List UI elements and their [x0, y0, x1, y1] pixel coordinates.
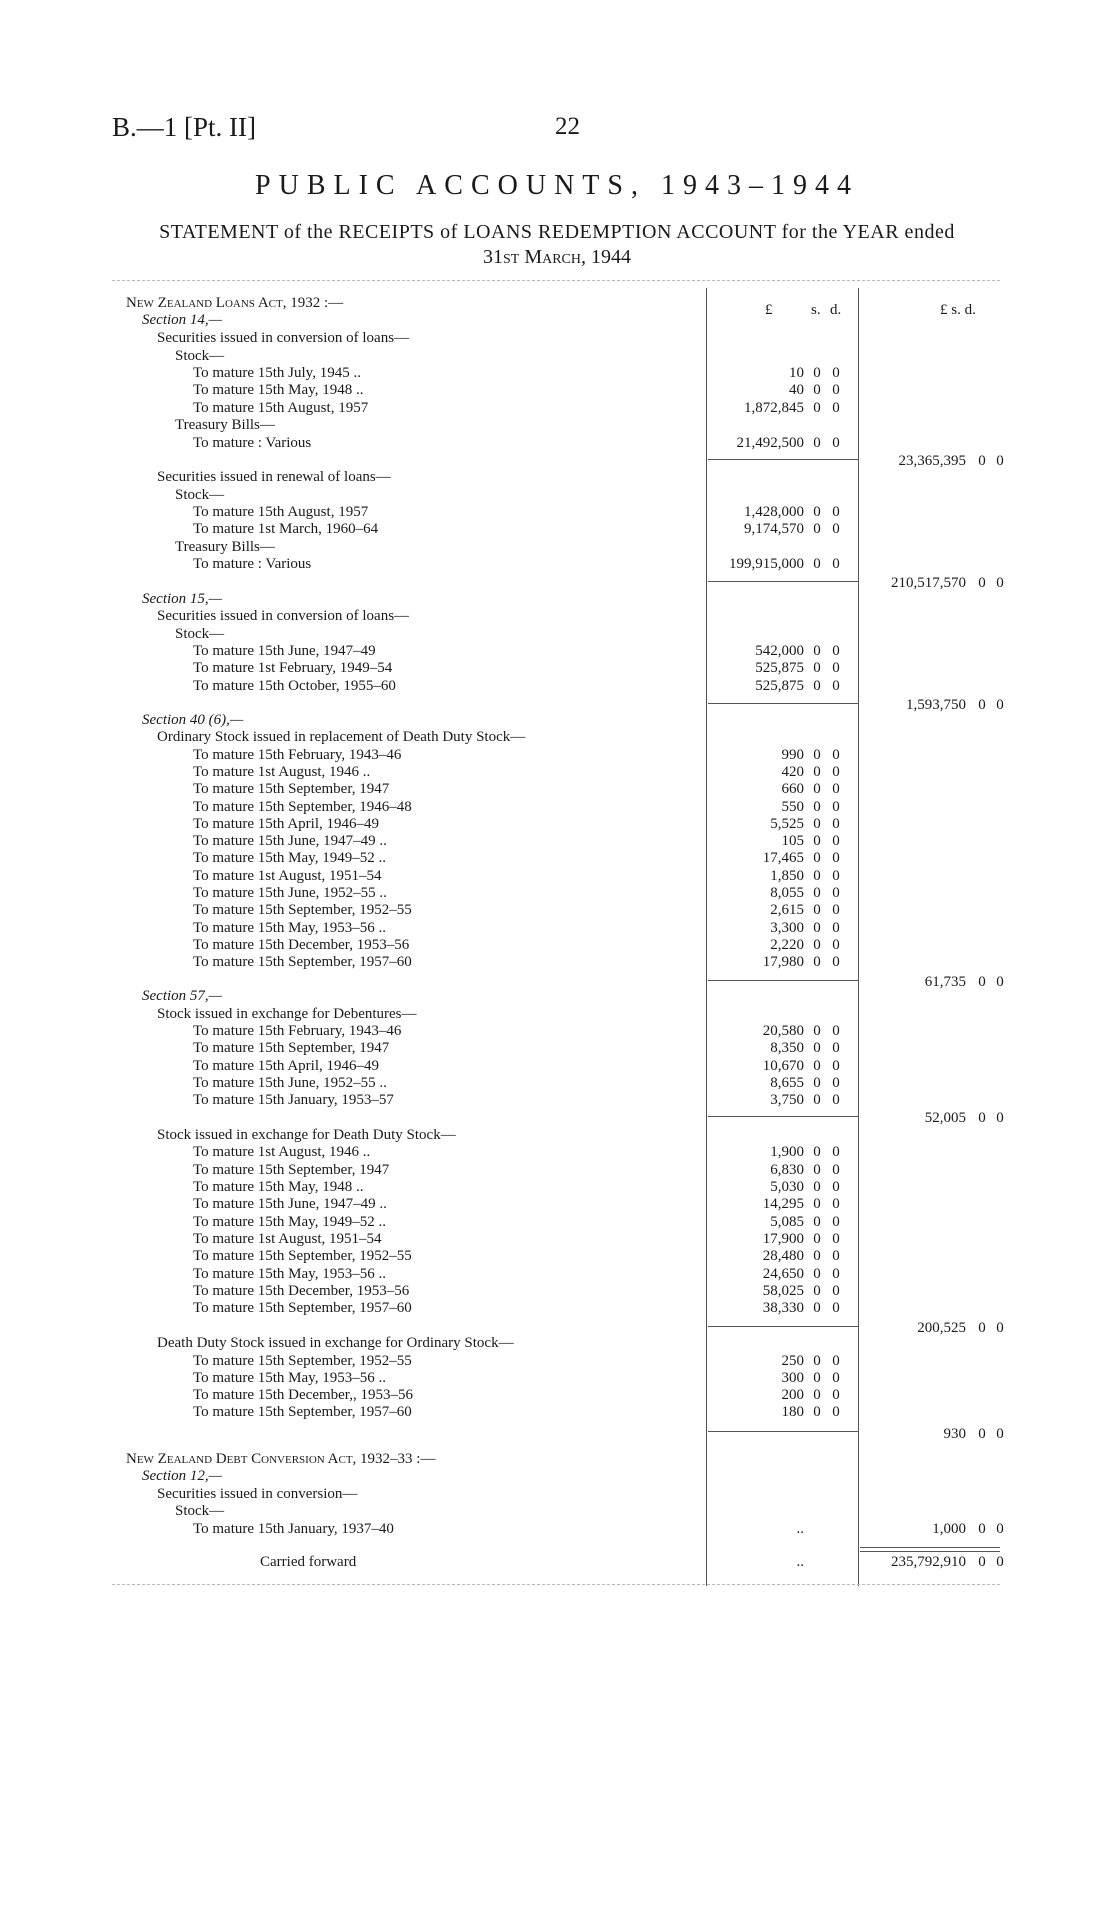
row-label: Securities issued in conversion of loans—	[157, 330, 410, 346]
table-row	[0, 556, 1114, 573]
row-label: To mature 1st August, 1946 ..	[193, 1144, 371, 1160]
row-label: Section 15,—	[142, 591, 222, 607]
amount-pounds: 1,872,845	[744, 400, 804, 416]
amount-pence: 0	[832, 1353, 840, 1369]
total-pence: 0	[996, 1521, 1004, 1537]
amount-pounds: 28,480	[762, 1248, 804, 1264]
row-label: Stock—	[175, 626, 225, 642]
col-header-total: £ s. d.	[940, 302, 976, 318]
amount-pence: 0	[832, 556, 840, 572]
row-label: To mature 15th May, 1948 ..	[193, 382, 364, 398]
row-label: To mature 1st August, 1946 ..	[193, 764, 371, 780]
table-row	[0, 591, 1114, 608]
table-row	[0, 678, 1114, 695]
amount-pounds: 5,085	[770, 1214, 804, 1230]
row-label: To mature 15th May, 1948 ..	[193, 1179, 364, 1195]
amount-pounds: 250	[781, 1353, 804, 1369]
table-row	[0, 1521, 1114, 1538]
row-label: To mature 15th February, 1943–46	[193, 747, 402, 763]
amount-pence: 0	[832, 747, 840, 763]
total-shillings: 0	[978, 1110, 986, 1126]
amount-shillings: 0	[813, 1144, 821, 1160]
amount-pence: 0	[832, 504, 840, 520]
amount-shillings: 0	[813, 1162, 821, 1178]
total-shillings: 0	[978, 1426, 986, 1442]
amount-shillings: 0	[813, 1023, 821, 1039]
table-row	[0, 850, 1114, 867]
amount-pounds: ..	[796, 1521, 804, 1537]
amount-pence: 0	[832, 902, 840, 918]
row-label: To mature 15th September, 1946–48	[193, 799, 412, 815]
row-label: To mature 15th June, 1947–49 ..	[193, 1196, 387, 1212]
amount-shillings: 0	[813, 1404, 821, 1420]
amount-shillings: 0	[813, 1387, 821, 1403]
amount-pence: 0	[832, 1248, 840, 1264]
col-header-pence: d.	[830, 302, 842, 318]
amount-shillings: 0	[813, 781, 821, 797]
table-row	[0, 816, 1114, 833]
amount-pounds: 10	[789, 365, 804, 381]
amount-pence: 0	[832, 764, 840, 780]
amount-shillings: 0	[813, 556, 821, 572]
total-shillings: 0	[978, 697, 986, 713]
amount-pence: 0	[832, 1023, 840, 1039]
row-label: To mature 15th July, 1945 ..	[193, 365, 361, 381]
row-label: To mature 1st August, 1951–54	[193, 1231, 382, 1247]
row-label: Treasury Bills—	[175, 417, 275, 433]
row-label: To mature 15th September, 1957–60	[193, 1300, 412, 1316]
row-label: To mature : Various	[193, 435, 312, 451]
total-pence: 0	[996, 1320, 1004, 1336]
amount-shillings: 0	[813, 1353, 821, 1369]
table-row	[0, 747, 1114, 764]
amount-shillings: 0	[813, 1075, 821, 1091]
row-label: Stock—	[175, 348, 225, 364]
amount-pounds: 1,428,000	[744, 504, 804, 520]
row-label: To mature 15th May, 1949–52 ..	[193, 1214, 386, 1230]
row-label: To mature 15th September, 1947	[193, 1040, 390, 1056]
amount-pounds: 8,055	[770, 885, 804, 901]
amount-pence: 0	[832, 1144, 840, 1160]
row-label: To mature 15th May, 1953–56 ..	[193, 1266, 386, 1282]
amount-pounds: 14,295	[762, 1196, 804, 1212]
amount-shillings: 0	[813, 365, 821, 381]
total-shillings: 0	[978, 1320, 986, 1336]
table-row	[0, 1404, 1114, 1421]
table-row	[0, 1231, 1114, 1248]
amount-shillings: 0	[813, 816, 821, 832]
amount-shillings: 0	[813, 504, 821, 520]
amount-pence: 0	[832, 1075, 840, 1091]
table-row	[0, 1214, 1114, 1231]
amount-pounds: 525,875	[755, 660, 804, 676]
amount-pounds: 40	[789, 382, 804, 398]
row-label: Stock—	[175, 487, 225, 503]
amount-shillings: 0	[813, 521, 821, 537]
amount-pounds: 20,580	[762, 1023, 804, 1039]
amount-pence: 0	[832, 1058, 840, 1074]
row-label: To mature 15th December,, 1953–56	[193, 1387, 413, 1403]
amount-pounds: 660	[781, 781, 804, 797]
table-row	[0, 988, 1114, 1005]
amount-pence: 0	[832, 799, 840, 815]
amount-pounds: 10,670	[762, 1058, 804, 1074]
amount-pence: 0	[832, 1162, 840, 1178]
amount-pounds: 3,300	[770, 920, 804, 936]
row-label: To mature 15th June, 1952–55 ..	[193, 1075, 387, 1091]
row-label: To mature 15th February, 1943–46	[193, 1023, 402, 1039]
row-label: Stock—	[175, 1503, 225, 1519]
amount-pounds: 300	[781, 1370, 804, 1386]
row-label: To mature 15th September, 1947	[193, 1162, 390, 1178]
total-pence: 0	[996, 575, 1004, 591]
table-row	[0, 712, 1114, 729]
table-row	[0, 799, 1114, 816]
row-label: Section 57,—	[142, 988, 222, 1004]
table-row	[0, 954, 1114, 971]
table-row	[0, 868, 1114, 885]
amount-pence: 0	[832, 643, 840, 659]
page-number: 22	[555, 113, 580, 140]
row-label: Securities issued in renewal of loans—	[157, 469, 391, 485]
table-row	[0, 365, 1114, 382]
table-row	[0, 626, 1114, 643]
amount-shillings: 0	[813, 1283, 821, 1299]
row-label: To mature 15th May, 1953–56 ..	[193, 1370, 386, 1386]
table-row	[0, 382, 1114, 399]
row-label: To mature 1st August, 1951–54	[193, 868, 382, 884]
amount-pounds: 1,850	[770, 868, 804, 884]
amount-shillings: 0	[813, 1231, 821, 1247]
table-row	[0, 1468, 1114, 1485]
col-header-shillings: s.	[811, 302, 821, 318]
amount-shillings: 0	[813, 435, 821, 451]
total-pounds: 210,517,570	[891, 575, 966, 591]
row-label: Section 40 (6),—	[142, 712, 244, 728]
amount-shillings: 0	[813, 937, 821, 953]
table-row	[0, 1426, 1114, 1443]
amount-shillings: 0	[813, 1370, 821, 1386]
row-label: Death Duty Stock issued in exchange for Ordinary Stock—	[157, 1335, 514, 1351]
amount-shillings: 0	[813, 885, 821, 901]
amount-pounds: 550	[781, 799, 804, 815]
row-label: To mature 15th May, 1949–52 ..	[193, 850, 386, 866]
table-row	[0, 575, 1114, 592]
total-pounds: 200,525	[917, 1320, 966, 1336]
table-row	[0, 1266, 1114, 1283]
amount-shillings: 0	[813, 382, 821, 398]
amount-pence: 0	[832, 1370, 840, 1386]
amount-pence: 0	[832, 1040, 840, 1056]
table-row	[0, 1040, 1114, 1057]
amount-pence: 0	[832, 850, 840, 866]
amount-pounds: 17,465	[762, 850, 804, 866]
table-row	[0, 487, 1114, 504]
total-pounds: 1,000	[932, 1521, 966, 1537]
table-row	[0, 885, 1114, 902]
amount-pence: 0	[832, 954, 840, 970]
document-title: PUBLIC ACCOUNTS, 1943–1944	[255, 170, 859, 201]
row-label: To mature 15th August, 1957	[193, 400, 369, 416]
table-row	[0, 1162, 1114, 1179]
amount-pounds: 200	[781, 1387, 804, 1403]
row-label: New Zealand Loans Act, 1932 :—	[126, 295, 344, 311]
table-row	[0, 1006, 1114, 1023]
amount-pence: 0	[832, 816, 840, 832]
amount-pence: 0	[832, 868, 840, 884]
table-row	[0, 1451, 1114, 1468]
row-label: Stock issued in exchange for Debentures—	[157, 1006, 417, 1022]
table-row	[0, 295, 1114, 312]
amount-pence: 0	[832, 382, 840, 398]
amount-shillings: 0	[813, 1196, 821, 1212]
table-row	[0, 1248, 1114, 1265]
statement-date: 31st March, 1944	[482, 246, 632, 268]
table-row	[0, 1127, 1114, 1144]
table-row	[0, 312, 1114, 329]
amount-shillings: 0	[813, 1248, 821, 1264]
amount-pounds: 180	[781, 1404, 804, 1420]
amount-pounds: 17,980	[762, 954, 804, 970]
amount-pounds: 2,220	[770, 937, 804, 953]
total-pence: 0	[996, 697, 1004, 713]
row-label: To mature 1st February, 1949–54	[193, 660, 393, 676]
row-label: To mature 15th September, 1957–60	[193, 954, 412, 970]
table-row	[0, 330, 1114, 347]
row-label: To mature 15th September, 1957–60	[193, 1404, 412, 1420]
amount-shillings: 0	[813, 660, 821, 676]
row-label: To mature 15th December, 1953–56	[193, 937, 410, 953]
row-label: To mature : Various	[193, 556, 312, 572]
row-label: To mature 15th May, 1953–56 ..	[193, 920, 386, 936]
amount-shillings: 0	[813, 1300, 821, 1316]
total-pence: 0	[996, 1110, 1004, 1126]
table-row	[0, 1283, 1114, 1300]
row-label: To mature 15th June, 1947–49 ..	[193, 833, 387, 849]
amount-pence: 0	[832, 365, 840, 381]
row-label: To mature 15th January, 1937–40	[193, 1521, 394, 1537]
amount-pounds: 8,350	[770, 1040, 804, 1056]
amount-pounds: 1,900	[770, 1144, 804, 1160]
amount-pence: 0	[832, 885, 840, 901]
amount-pence: 0	[832, 1387, 840, 1403]
amount-pence: 0	[832, 1404, 840, 1420]
amount-shillings: 0	[813, 954, 821, 970]
amount-pounds: 24,650	[762, 1266, 804, 1282]
amount-pounds: 3,750	[770, 1092, 804, 1108]
amount-pounds: 58,025	[762, 1283, 804, 1299]
amount-pence: 0	[832, 920, 840, 936]
amount-pence: 0	[832, 781, 840, 797]
amount-pence: 0	[832, 660, 840, 676]
total-shillings: 0	[978, 1554, 986, 1570]
row-label: Section 12,—	[142, 1468, 222, 1484]
total-pence: 0	[996, 974, 1004, 990]
table-row	[0, 400, 1114, 417]
amount-pounds: 990	[781, 747, 804, 763]
row-label: To mature 15th September, 1952–55	[193, 902, 412, 918]
amount-shillings: 0	[813, 1058, 821, 1074]
amount-pounds: 420	[781, 764, 804, 780]
table-row	[0, 539, 1114, 556]
table-row	[0, 1503, 1114, 1520]
total-pounds: 235,792,910	[891, 1554, 966, 1570]
table-row	[0, 1554, 1114, 1571]
table-row	[0, 1179, 1114, 1196]
col-header-pounds: £	[765, 302, 773, 318]
amount-pence: 0	[832, 1214, 840, 1230]
amount-pence: 0	[832, 1196, 840, 1212]
amount-pounds: 199,915,000	[729, 556, 804, 572]
amount-shillings: 0	[813, 902, 821, 918]
amount-pounds: 5,525	[770, 816, 804, 832]
amount-shillings: 0	[813, 833, 821, 849]
table-row	[0, 643, 1114, 660]
total-pounds: 1,593,750	[906, 697, 966, 713]
table-row	[0, 608, 1114, 625]
table-row	[0, 1110, 1114, 1127]
row-label: To mature 15th September, 1952–55	[193, 1353, 412, 1369]
amount-pence: 0	[832, 1092, 840, 1108]
table-row	[0, 1075, 1114, 1092]
total-pounds: 930	[943, 1426, 966, 1442]
total-pounds: 52,005	[924, 1110, 966, 1126]
table-row	[0, 660, 1114, 677]
row-label: New Zealand Debt Conversion Act, 1932–33 :—	[126, 1451, 436, 1467]
table-row	[0, 920, 1114, 937]
table-row	[0, 417, 1114, 434]
row-label: To mature 15th December, 1953–56	[193, 1283, 410, 1299]
total-pounds: 61,735	[924, 974, 966, 990]
table-row	[0, 1196, 1114, 1213]
amount-shillings: 0	[813, 920, 821, 936]
table-row	[0, 1058, 1114, 1075]
amount-pounds: 8,655	[770, 1075, 804, 1091]
statement-subtitle: STATEMENT of the RECEIPTS of LOANS REDEMPTION ACCOUNT for the YEAR ended	[159, 221, 955, 243]
amount-pence: 0	[832, 1266, 840, 1282]
amount-pence: 0	[832, 1179, 840, 1195]
table-row	[0, 1486, 1114, 1503]
amount-pounds: 105	[781, 833, 804, 849]
amount-shillings: 0	[813, 799, 821, 815]
table-row	[0, 1092, 1114, 1109]
total-shillings: 0	[978, 575, 986, 591]
row-label: Carried forward	[260, 1554, 357, 1570]
table-row	[0, 729, 1114, 746]
table-row	[0, 348, 1114, 365]
amount-pounds: 38,330	[762, 1300, 804, 1316]
amount-pence: 0	[832, 678, 840, 694]
amount-pounds: 5,030	[770, 1179, 804, 1195]
amount-shillings: 0	[813, 400, 821, 416]
table-row	[0, 435, 1114, 452]
amount-shillings: 0	[813, 1266, 821, 1282]
table-row	[0, 833, 1114, 850]
table-row	[0, 902, 1114, 919]
page-reference: B.—1 [Pt. II]	[112, 112, 256, 142]
row-label: To mature 15th June, 1947–49	[193, 643, 376, 659]
row-label: To mature 15th April, 1946–49	[193, 816, 380, 832]
table-row	[0, 1387, 1114, 1404]
row-label: To mature 15th April, 1946–49	[193, 1058, 380, 1074]
amount-pence: 0	[832, 937, 840, 953]
table-row	[0, 781, 1114, 798]
row-label: Stock issued in exchange for Death Duty Stock—	[157, 1127, 456, 1143]
amount-shillings: 0	[813, 678, 821, 694]
amount-pence: 0	[832, 435, 840, 451]
amount-pence: 0	[832, 1300, 840, 1316]
amount-pounds: 6,830	[770, 1162, 804, 1178]
table-row	[0, 1144, 1114, 1161]
table-row	[0, 1353, 1114, 1370]
row-label: To mature 15th September, 1952–55	[193, 1248, 412, 1264]
amount-pence: 0	[832, 400, 840, 416]
row-label: To mature 1st March, 1960–64	[193, 521, 379, 537]
table-row	[0, 937, 1114, 954]
amount-shillings: 0	[813, 1092, 821, 1108]
total-shillings: 0	[978, 1521, 986, 1537]
amount-shillings: 0	[813, 643, 821, 659]
table-row	[0, 1023, 1114, 1040]
amount-shillings: 0	[813, 850, 821, 866]
row-label: To mature 15th June, 1952–55 ..	[193, 885, 387, 901]
table-row	[0, 504, 1114, 521]
amount-pence: 0	[832, 1231, 840, 1247]
amount-pounds: 2,615	[770, 902, 804, 918]
table-row	[0, 453, 1114, 470]
row-label: Ordinary Stock issued in replacement of Death Duty Stock—	[157, 729, 526, 745]
amount-shillings: 0	[813, 764, 821, 780]
table-row	[0, 1300, 1114, 1317]
amount-shillings: 0	[813, 868, 821, 884]
row-label: To mature 15th August, 1957	[193, 504, 369, 520]
amount-shillings: 0	[813, 1040, 821, 1056]
row-label: To mature 15th September, 1947	[193, 781, 390, 797]
row-label: Section 14,—	[142, 312, 222, 328]
row-label: Treasury Bills—	[175, 539, 275, 555]
table-row	[0, 469, 1114, 486]
amount-pence: 0	[832, 1283, 840, 1299]
row-label: Securities issued in conversion—	[157, 1486, 358, 1502]
amount-pounds: 542,000	[755, 643, 804, 659]
total-pounds: 23,365,395	[898, 453, 966, 469]
amount-pence: 0	[832, 521, 840, 537]
row-label: Securities issued in conversion of loans—	[157, 608, 410, 624]
table-row	[0, 1335, 1114, 1352]
amount-pounds: ..	[796, 1554, 804, 1570]
amount-pence: 0	[832, 833, 840, 849]
amount-shillings: 0	[813, 747, 821, 763]
row-label: To mature 15th January, 1953–57	[193, 1092, 394, 1108]
amount-shillings: 0	[813, 1179, 821, 1195]
amount-pounds: 21,492,500	[736, 435, 804, 451]
amount-pounds: 525,875	[755, 678, 804, 694]
amount-pounds: 9,174,570	[744, 521, 804, 537]
table-row	[0, 764, 1114, 781]
total-pence: 0	[996, 453, 1004, 469]
row-label: To mature 15th October, 1955–60	[193, 678, 396, 694]
total-pence: 0	[996, 1426, 1004, 1442]
table-row	[0, 1370, 1114, 1387]
amount-pounds: 17,900	[762, 1231, 804, 1247]
total-pence: 0	[996, 1554, 1004, 1570]
table-row	[0, 521, 1114, 538]
total-shillings: 0	[978, 974, 986, 990]
total-shillings: 0	[978, 453, 986, 469]
amount-shillings: 0	[813, 1214, 821, 1230]
